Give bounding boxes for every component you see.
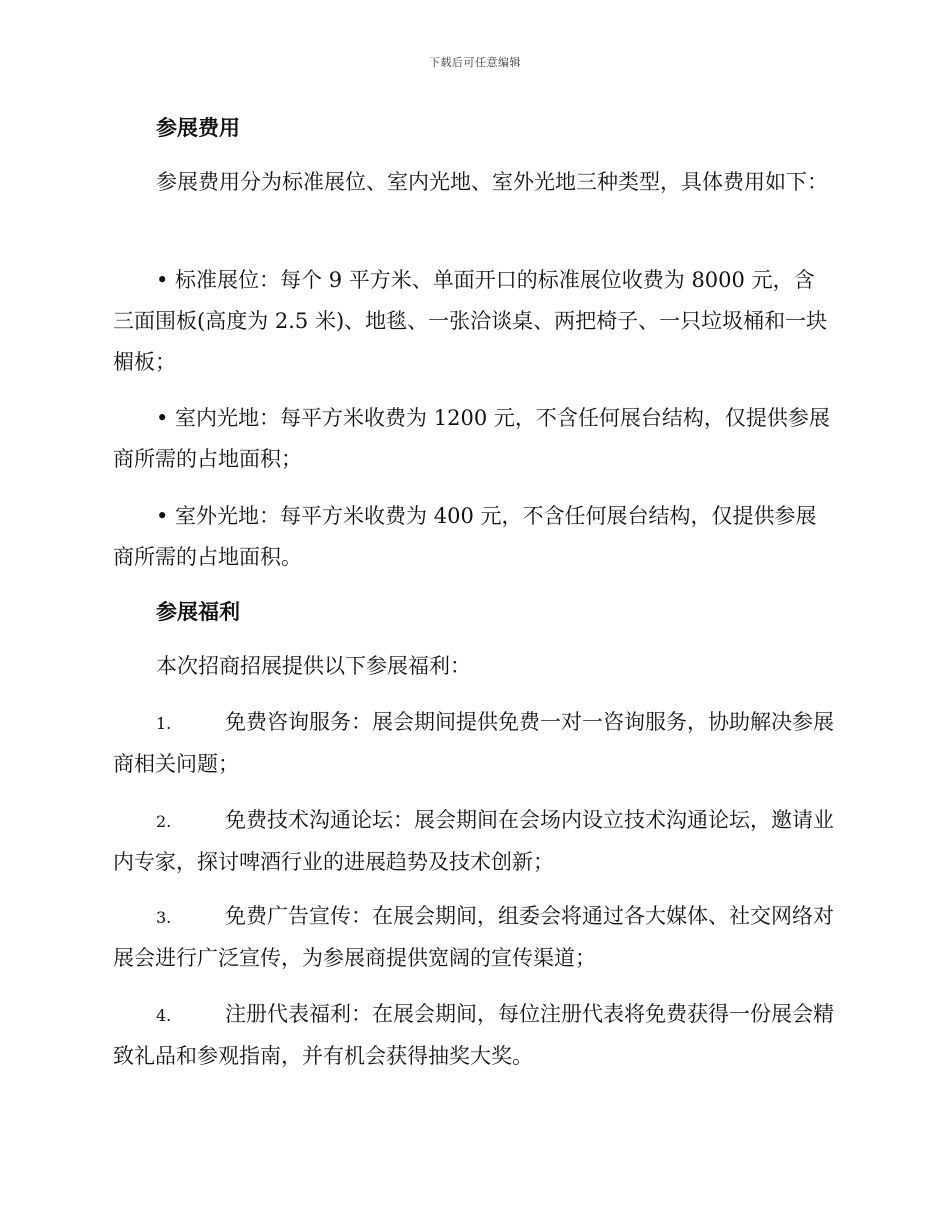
fee-item-outdoor-space: • 室外光地：每平方米收费为 400 元，不含任何展台结构，仅提供参展商所需的占地面积。	[113, 504, 817, 569]
header-note: 下载后可任意编辑	[429, 56, 521, 69]
benefits-intro-paragraph: 本次招商招展提供以下参展福利：	[156, 654, 471, 678]
benefit-text: 免费广告宣传：在展会期间，组委会将通过各大媒体、社交网络对展会进行广泛宣传，为参展商提供宽阔的宣传渠道；	[113, 904, 834, 970]
fees-intro-paragraph: 参展费用分为标准展位、室内光地、室外光地三种类型，具体费用如下：	[156, 170, 828, 194]
benefit-text: 注册代表福利：在展会期间，每位注册代表将免费获得一份展会精致礼品和参观指南，并有机会获得抽奖大奖。	[113, 1002, 834, 1068]
benefit-number: 3.	[156, 908, 172, 927]
benefit-number: 1.	[156, 714, 172, 733]
benefit-text: 免费咨询服务：展会期间提供免费一对一咨询服务，协助解决参展商相关问题；	[113, 710, 834, 776]
benefit-item-2	[113, 800, 835, 883]
section-heading-fees: 参展费用	[156, 115, 240, 140]
benefit-number: 2.	[156, 812, 172, 831]
fee-item-standard-booth: • 标准展位：每个 9 平方米、单面开口的标准展位收费为 8000 元，含三面围板(高度为 2.5 米)、地毯、一张洽谈桌、两把椅子、一只垃圾桶和一块楣板；	[113, 268, 828, 374]
fee-item-indoor-space: • 室内光地：每平方米收费为 1200 元，不含任何展台结构，仅提供参展商所需的占地面积；	[113, 406, 830, 471]
benefit-item-4	[113, 994, 835, 1077]
benefit-text: 免费技术沟通论坛：展会期间在会场内设立技术沟通论坛，邀请业内专家，探讨啤酒行业的进展趋势及技术创新；	[113, 808, 834, 874]
section-heading-benefits: 参展福利	[156, 599, 240, 624]
benefit-item-1	[113, 702, 835, 785]
benefit-number: 4.	[156, 1006, 172, 1025]
benefit-item-3	[113, 896, 835, 979]
